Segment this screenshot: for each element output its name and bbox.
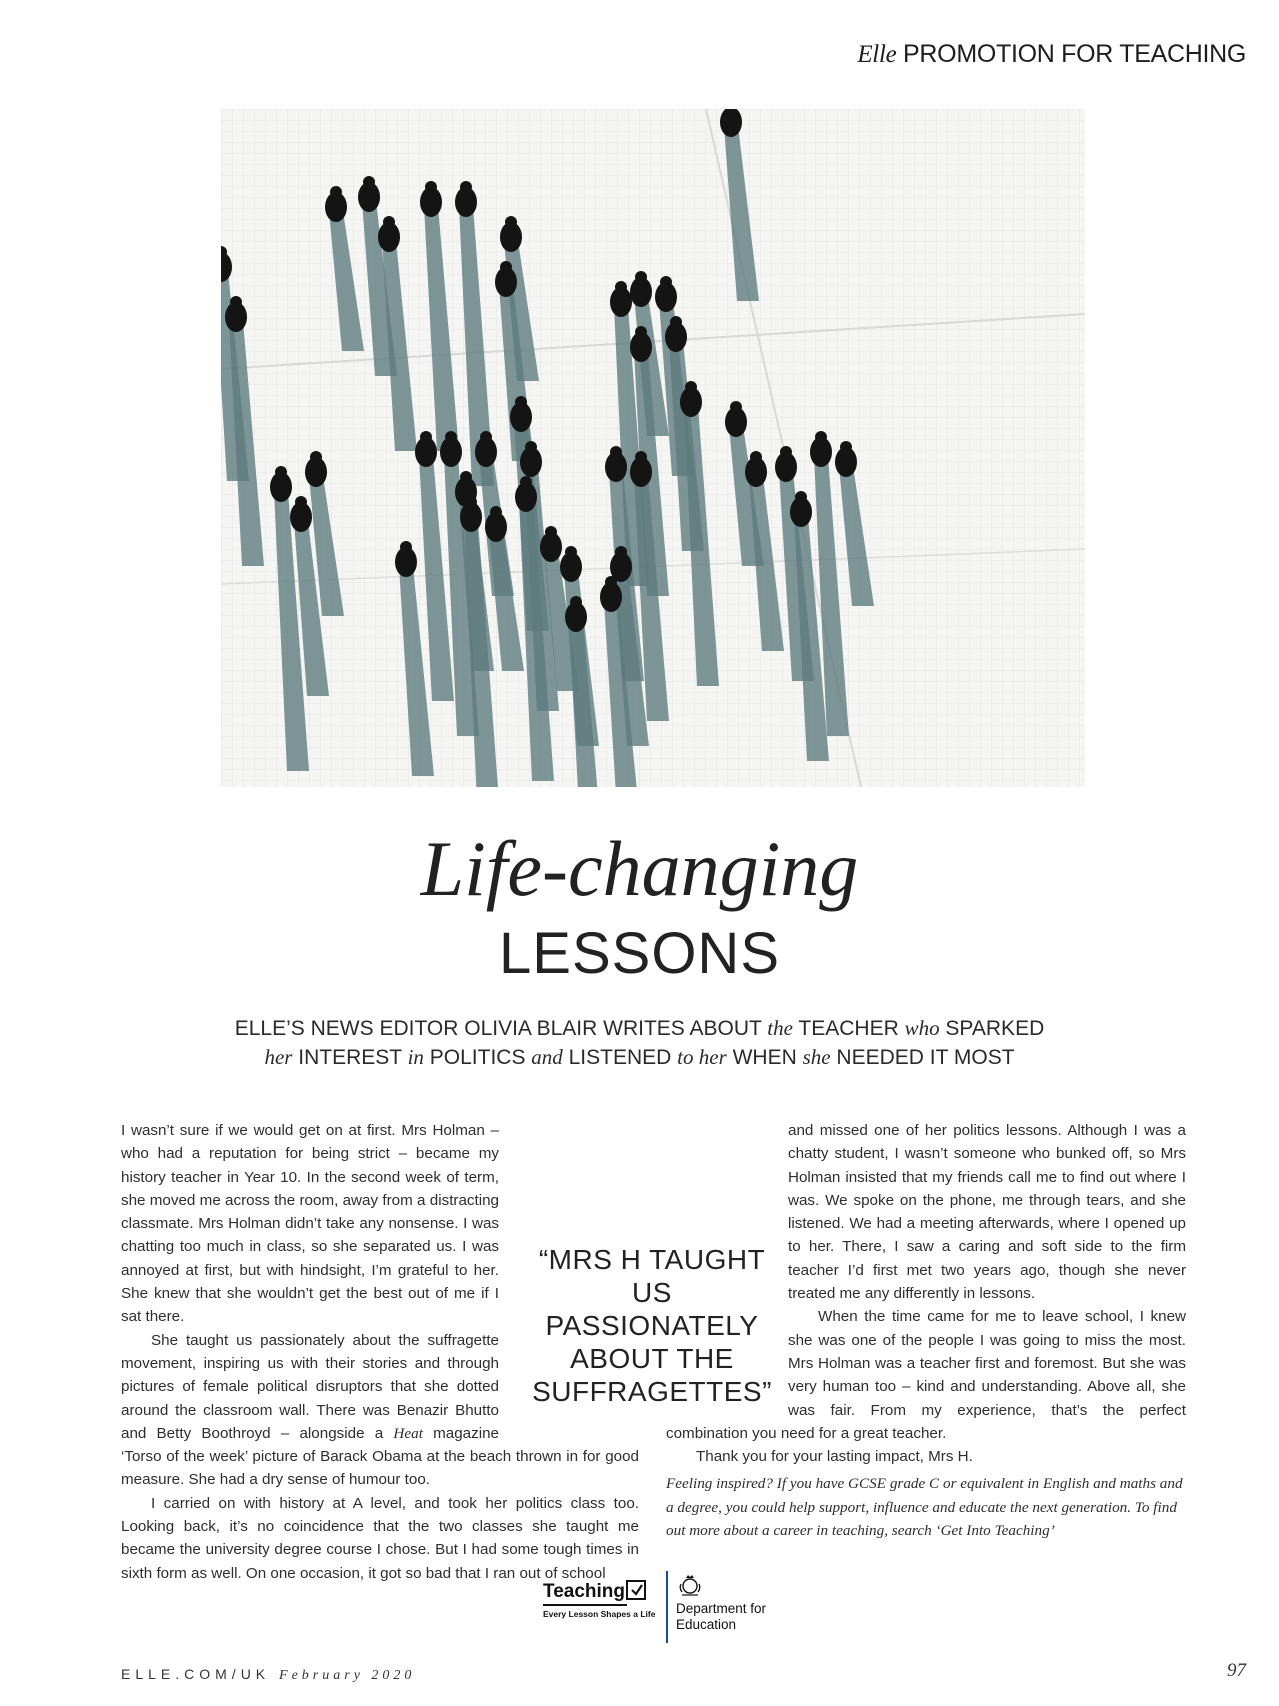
- headline-caps: LESSONS: [499, 921, 780, 986]
- student-head: [795, 491, 807, 503]
- standfirst: [0, 1014, 1279, 1073]
- student-head: [610, 446, 622, 458]
- student-head: [780, 446, 792, 458]
- standfirst-line-1: ELLE’S NEWS EDITOR OLIVIA BLAIR WRITES ABOUT the TEACHER who SPARKED: [234, 1016, 1045, 1040]
- student-head: [750, 451, 762, 463]
- student-head: [420, 431, 432, 443]
- teaching-logo-underline: [543, 1604, 627, 1606]
- logo-divider: [666, 1571, 668, 1643]
- student-head: [363, 176, 375, 188]
- sponsor-logos: [540, 1571, 770, 1643]
- standfirst-line-2: her INTEREST in POLITICS and LISTENED to her WHEN she NEEDED IT MOST: [264, 1045, 1015, 1070]
- checkbox-tick-icon: [626, 1580, 646, 1600]
- section-header: [857, 40, 1246, 69]
- promo-text: Feeling inspired? If you have GCSE grade C or equivalent in English and maths and a degree, you could help support, influence and educate the next generation. To find out more about a career in teaching, search ‘Get Into Teaching’: [666, 1475, 1183, 1539]
- paragraph-3: I carried on with history at A level, and took her politics class too. Looking back, it’s no coincidence that the two classes she taught me became the university degree course I chose. But I had some tough times in sixth form as well. On one occasion, it got so bad that I ran out of school: [121, 1494, 639, 1582]
- pull-quote: “MRS H TAUGHT US PASSIONATELY ABOUT THE SUFFRAGETTES”: [532, 1244, 772, 1407]
- royal-crest-icon: [677, 1572, 703, 1598]
- student-head: [525, 441, 537, 453]
- student-head: [515, 396, 527, 408]
- student-head: [460, 471, 472, 483]
- header-brand: Elle: [857, 41, 897, 68]
- student-head: [520, 476, 532, 488]
- student-head: [660, 276, 672, 288]
- paragraph-5: When the time came for me to leave school, I knew she was one of the people I was going to miss the most. Mrs Holman was a teacher first and foremost. But she was very human too – kind and understanding. Above all, she was fair. From my experience, that’s the perfect combination you need for a great teacher.: [666, 1308, 1186, 1442]
- header-title: PROMOTION FOR TEACHING: [903, 40, 1246, 68]
- student-head: [670, 316, 682, 328]
- student-head: [505, 216, 517, 228]
- student-head: [615, 546, 627, 558]
- student-head: [480, 431, 492, 443]
- student-head: [490, 506, 502, 518]
- student-head: [425, 181, 437, 193]
- student-head: [685, 381, 697, 393]
- student-head: [635, 326, 647, 338]
- student-head: [840, 441, 852, 453]
- student-head: [500, 261, 512, 273]
- student-head: [460, 181, 472, 193]
- student-head: [615, 281, 627, 293]
- hero-photo-students-shadows: [221, 109, 1085, 787]
- student-head: [445, 431, 457, 443]
- footer-url: ELLE.COM/UK: [121, 1666, 271, 1682]
- paragraph-1: I wasn’t sure if we would get on at first. Mrs Holman – who had a reputation for being strict – became my history teacher in Year 10. In the second week of term, she moved me across the room, away from a distracting classmate. Mrs Holman didn’t take any nonsense. I was chatting too much in class, so she separated us. I was annoyed at first, but with hindsight, I’m grateful to her. She knew that she wouldn’t get the best out of me if I sat there.: [121, 1119, 639, 1329]
- student-head: [295, 496, 307, 508]
- student-head: [230, 296, 242, 308]
- student-head: [565, 546, 577, 558]
- student-head: [545, 526, 557, 538]
- student-head: [400, 541, 412, 553]
- student-head: [330, 186, 342, 198]
- student-head: [275, 466, 287, 478]
- student-head: [383, 216, 395, 228]
- teaching-logo-word: Teaching: [543, 1581, 625, 1602]
- student-head: [605, 576, 617, 588]
- paragraph-6: Thank you for your lasting impact, Mrs H.: [696, 1448, 973, 1466]
- headline-italic: Life-changing: [420, 825, 859, 912]
- paragraph-2: She taught us passionately about the suffragette movement, inspiring us with their stories and through pictures of female political disruptors that she dotted around the classroom wall. There was Benazir Bhutto and Betty Boothroyd – alongside a Heat magazine ‘Torso of the week’ picture of Barack Obama at the beach thrown in for good measure. She had a dry sense of humour too.: [121, 1331, 639, 1489]
- paragraph-4: and missed one of her politics lessons. Although I was a chatty student, I wasn’t someone who bunked off, so Mrs Holman insisted that my friends call me to find out where I was. We spoke on the phone, me through tears, and she listened. We had a meeting afterwards, where I opened up to her. There, I saw a caring and soft side to the firm teacher I’d first met two years ago, though she never treated me any differently in lessons.: [666, 1119, 1186, 1305]
- student-head: [465, 496, 477, 508]
- teaching-tagline: Every Lesson Shapes a Life: [543, 1609, 656, 1619]
- student-head: [730, 401, 742, 413]
- student-head: [635, 271, 647, 283]
- student-head: [310, 451, 322, 463]
- student-head: [635, 451, 647, 463]
- dfe-logo-text: Department for Education: [676, 1601, 767, 1632]
- student-head: [815, 431, 827, 443]
- footer-site: [121, 1666, 415, 1684]
- footer-issue: February 2020: [279, 1668, 416, 1683]
- page-number: 97: [1227, 1660, 1246, 1681]
- student-head: [570, 596, 582, 608]
